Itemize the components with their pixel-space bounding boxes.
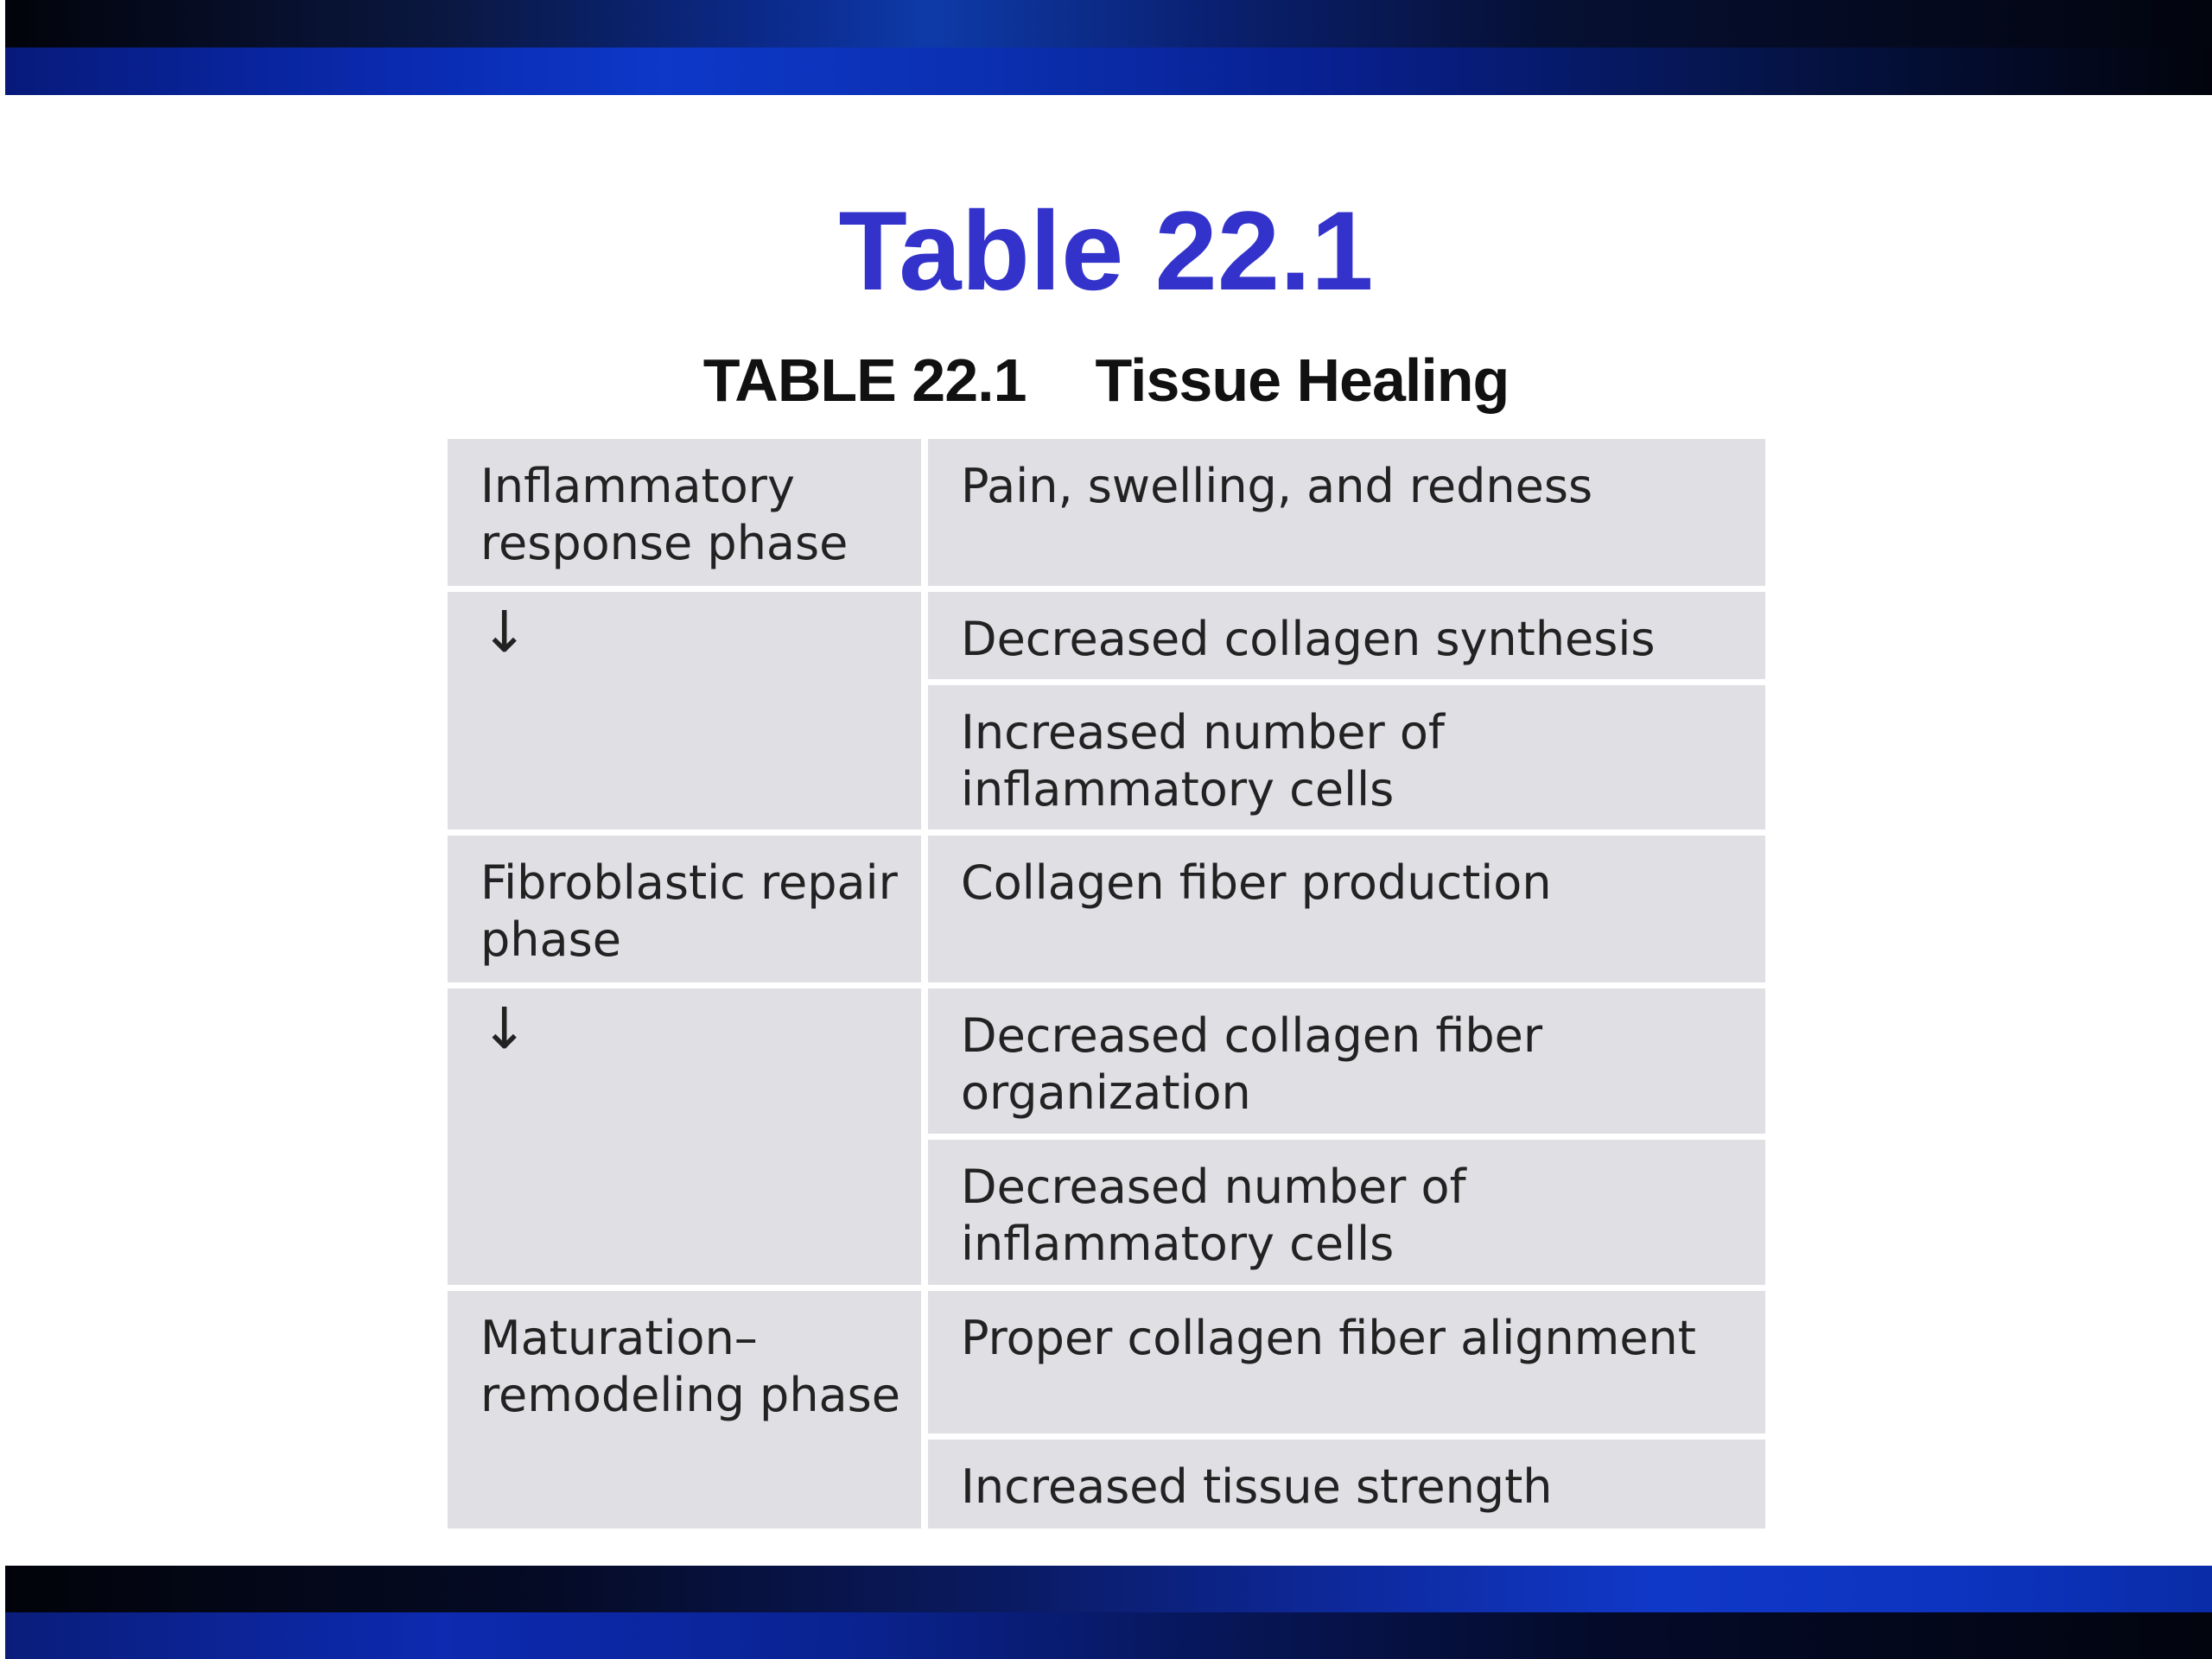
effect-cell: Decreased collagen fiber organization: [928, 988, 1765, 1134]
tissue-healing-table: [448, 439, 1765, 1534]
down-arrow-icon: ↓: [448, 988, 921, 1285]
slide-title: Table 22.1: [838, 188, 1374, 314]
table-caption: [0, 341, 2212, 419]
bottom-decorative-band: [0, 1566, 2212, 1659]
phase-cell-maturation: Maturation–remodeling phase: [448, 1291, 921, 1529]
effect-cell: Pain, swelling, and redness: [928, 439, 1765, 586]
effect-cell: Decreased number of inflammatory cells: [928, 1140, 1765, 1285]
top-decorative-band: [0, 0, 2212, 95]
effect-cell: Increased tissue strength: [928, 1440, 1765, 1529]
phase-cell-fibroblastic: Fibroblastic repair phase: [448, 836, 921, 982]
effect-cell: Decreased collagen synthesis: [928, 592, 1765, 679]
effect-cell: Increased number of inflammatory cells: [928, 685, 1765, 830]
effect-cell: Collagen fiber production: [928, 836, 1765, 982]
phase-cell-inflammatory: Inflammatory response phase: [448, 439, 921, 586]
down-arrow-icon: ↓: [448, 592, 921, 830]
table-caption-title: Tissue Healing: [1095, 346, 1510, 414]
table-caption-number: TABLE 22.1: [702, 346, 1027, 414]
effect-cell: Proper collagen fiber alignment: [928, 1291, 1765, 1433]
